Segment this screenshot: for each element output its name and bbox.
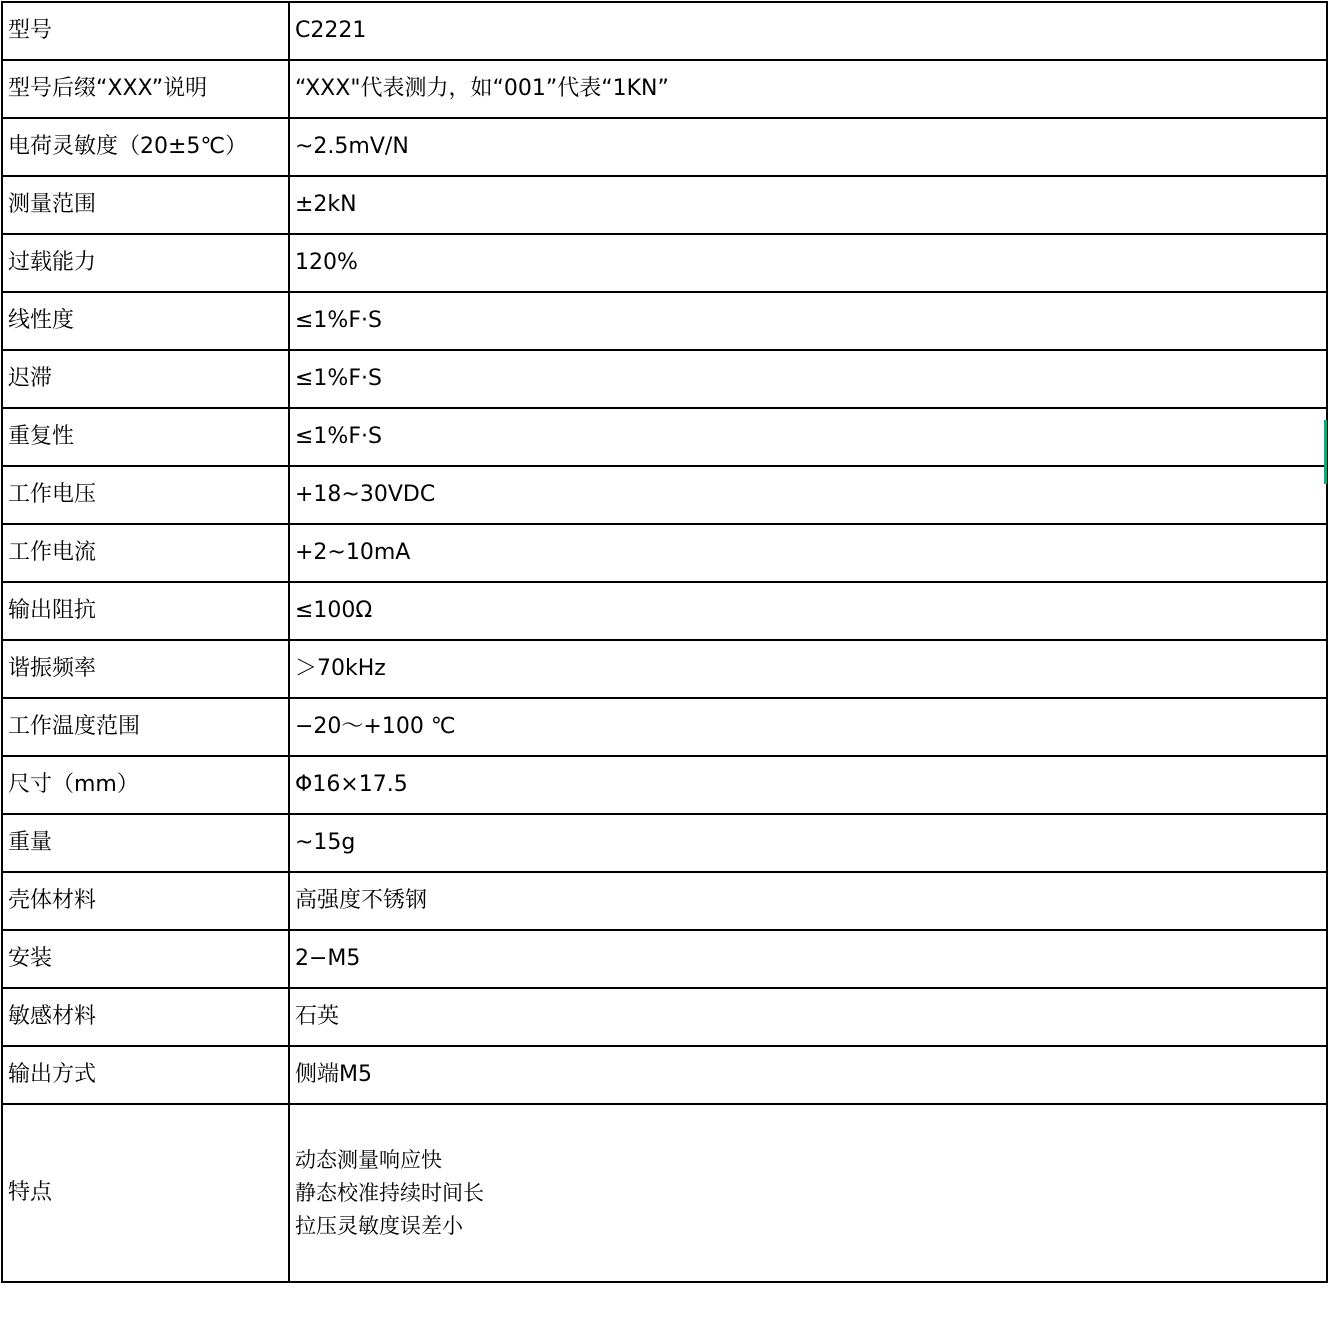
table-row (2, 408, 1327, 466)
feature-line: 动态测量响应快 (295, 1147, 442, 1172)
feature-line: 拉压灵敏度误差小 (295, 1213, 463, 1238)
feature-line: 静态校准持续时间长 (295, 1180, 484, 1205)
table-row (2, 350, 1327, 408)
spec-table (1, 1, 1328, 1283)
spec-value: ≤100Ω (289, 582, 1327, 640)
table-row (2, 582, 1327, 640)
spec-value: ~2.5mV/N (289, 118, 1327, 176)
spec-label: 迟滞 (2, 350, 289, 408)
spec-label: 谐振频率 (2, 640, 289, 698)
features-value (289, 1104, 1327, 1282)
spec-value: ~15g (289, 814, 1327, 872)
spec-value: ≤1%F·S (289, 408, 1327, 466)
spec-label: 电荷灵敏度（20±5℃） (2, 118, 289, 176)
table-row (2, 292, 1327, 350)
spec-value: −20～+100 ℃ (289, 698, 1327, 756)
spec-label: 输出阻抗 (2, 582, 289, 640)
spec-value: 120% (289, 234, 1327, 292)
table-row (2, 1046, 1327, 1104)
table-row (2, 756, 1327, 814)
table-row (2, 698, 1327, 756)
spec-value: 2−M5 (289, 930, 1327, 988)
features-label: 特点 (2, 1104, 289, 1282)
table-row (2, 234, 1327, 292)
spec-label: 过载能力 (2, 234, 289, 292)
table-row (2, 814, 1327, 872)
spec-value: Φ16×17.5 (289, 756, 1327, 814)
spec-label: 敏感材料 (2, 988, 289, 1046)
spec-value: C2221 (289, 2, 1327, 60)
table-row (2, 118, 1327, 176)
spec-label: 工作电流 (2, 524, 289, 582)
spec-label: 尺寸（mm） (2, 756, 289, 814)
table-row (2, 466, 1327, 524)
spec-label: 输出方式 (2, 1046, 289, 1104)
spec-label: 壳体材料 (2, 872, 289, 930)
table-row (2, 988, 1327, 1046)
spec-value: 石英 (289, 988, 1327, 1046)
spec-value: ≤1%F·S (289, 292, 1327, 350)
spec-label: 重复性 (2, 408, 289, 466)
spec-value: ＞70kHz (289, 640, 1327, 698)
spec-value: +18~30VDC (289, 466, 1327, 524)
spec-label: 重量 (2, 814, 289, 872)
spec-value: +2~10mA (289, 524, 1327, 582)
spec-value: ≤1%F·S (289, 350, 1327, 408)
table-row (2, 930, 1327, 988)
spec-label: 工作电压 (2, 466, 289, 524)
table-row (2, 524, 1327, 582)
table-row (2, 2, 1327, 60)
spec-label: 测量范围 (2, 176, 289, 234)
spec-label: 工作温度范围 (2, 698, 289, 756)
spec-value: 高强度不锈钢 (289, 872, 1327, 930)
spec-value: “XXX"代表测力，如“001”代表“1KN” (289, 60, 1327, 118)
table-row (2, 176, 1327, 234)
spec-label: 型号 (2, 2, 289, 60)
spec-label: 线性度 (2, 292, 289, 350)
spec-label: 型号后缀“XXX”说明 (2, 60, 289, 118)
spec-value: ±2kN (289, 176, 1327, 234)
features-row (2, 1104, 1327, 1282)
spec-label: 安装 (2, 930, 289, 988)
table-row (2, 640, 1327, 698)
edge-marker (1324, 420, 1327, 484)
table-row (2, 872, 1327, 930)
table-row (2, 60, 1327, 118)
spec-value: 侧端M5 (289, 1046, 1327, 1104)
